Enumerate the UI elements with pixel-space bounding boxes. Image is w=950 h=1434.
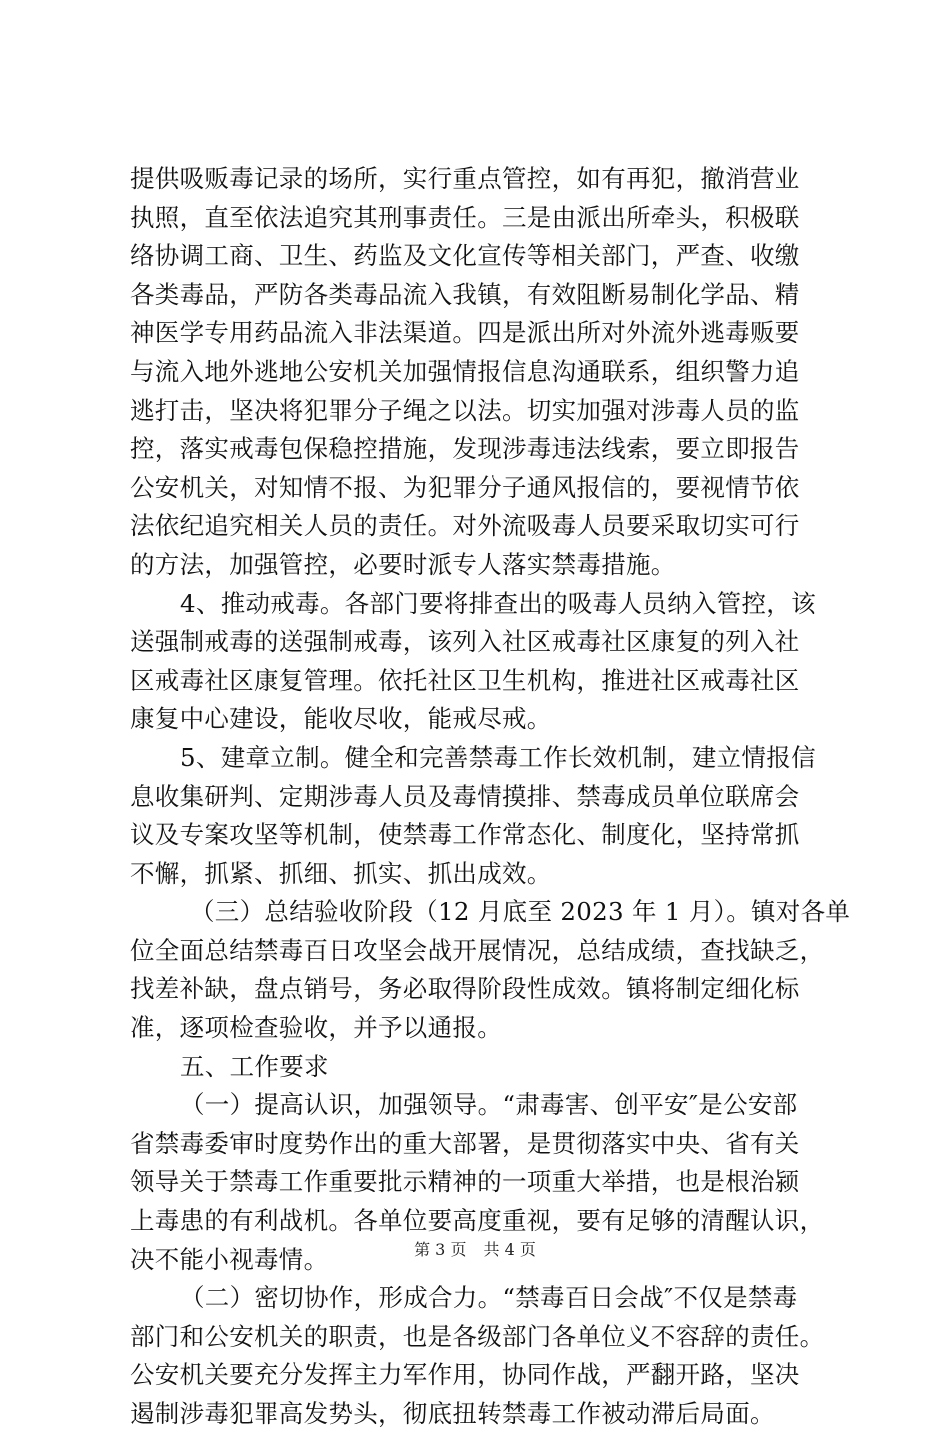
text-line: 准，逐项检查验收，并予以通报。 xyxy=(130,1013,502,1043)
text-line: 送强制戒毒的送强制戒毒，该列入社区戒毒社区康复的列入社 xyxy=(130,627,800,657)
text-line: 公安机关，对知情不报、为犯罪分子通风报信的，要视情节依 xyxy=(130,472,800,502)
paragraph-start-line: （三）总结验收阶段（12 月底至 2023 年 1 月）。镇对各单 xyxy=(190,897,851,927)
text-line: 络协调工商、卫生、药监及文化宣传等相关部门，严查、收缴 xyxy=(130,241,800,271)
section-heading: 五、工作要求 xyxy=(180,1051,329,1081)
text-line: 找差补缺，盘点销号，务必取得阶段性成效。镇将制定细化标 xyxy=(130,974,800,1004)
text-line: 与流入地外逃地公安机关加强情报信息沟通联系，组织警力追 xyxy=(130,356,800,386)
text-line: 省禁毒委审时度势作出的重大部署，是贯彻落实中央、省有关 xyxy=(130,1128,800,1158)
text-line: 不懈，抓紧、抓细、抓实、抓出成效。 xyxy=(130,858,552,888)
text-line: 议及专案攻坚等机制，使禁毒工作常态化、制度化，坚持常抓 xyxy=(130,820,800,850)
text-line: 部门和公安机关的职责，也是各级部门各单位义不容辞的责任。 xyxy=(130,1321,825,1351)
paragraph-start-line: 4、推动戒毒。各部门要将排查出的吸毒人员纳入管控，该 xyxy=(180,588,816,618)
text-line: 公安机关要充分发挥主力军作用，协同作战，严翻开路，坚决 xyxy=(130,1360,800,1390)
text-line: 各类毒品，严防各类毒品流入我镇，有效阻断易制化学品、精 xyxy=(130,279,800,309)
text-line: 提供吸贩毒记录的场所，实行重点管控，如有再犯，撤消营业 xyxy=(130,164,800,193)
text-line: 领导关于禁毒工作重要批示精神的一项重大举措，也是根治颍 xyxy=(130,1167,800,1197)
paragraph-start-line: （一）提高认识，加强领导。“肃毒害、创平安″是公安部 xyxy=(180,1090,798,1120)
paragraph-start-line: （二）密切协作，形成合力。“禁毒百日会战″不仅是禁毒 xyxy=(180,1283,798,1313)
text-line: 执照，直至依法追究其刑事责任。三是由派出所牵头，积极联 xyxy=(130,202,800,232)
text-line: 控，落实戒毒包保稳控措施，发现涉毒违法线索，要立即报告 xyxy=(130,434,800,464)
text-line: 法依纪追究相关人员的责任。对外流吸毒人员要采取切实可行 xyxy=(130,511,800,541)
text-line: 的方法，加强管控，必要时派专人落实禁毒措施。 xyxy=(130,549,676,579)
page-total: 共 4 页 xyxy=(483,1240,536,1259)
text-line: 遏制涉毒犯罪高发势头，彻底扭转禁毒工作被动滞后局面。 xyxy=(130,1399,775,1428)
text-line: 息收集研判、定期涉毒人员及毒情摸排、禁毒成员单位联席会 xyxy=(130,781,800,811)
paragraph-start-line: 5、建章立制。健全和完善禁毒工作长效机制，建立情报信 xyxy=(180,742,816,772)
page-number: 第 3 页 xyxy=(414,1240,467,1259)
page-footer xyxy=(0,1240,950,1260)
text-line: 区戒毒社区康复管理。依托社区卫生机构，推进社区戒毒社区 xyxy=(130,665,800,695)
text-line: 康复中心建设，能收尽收，能戒尽戒。 xyxy=(130,704,552,734)
text-line: 决不能小视毒情。 xyxy=(130,1244,329,1274)
text-line: 神医学专用药品流入非法渠道。四是派出所对外流外逃毒贩要 xyxy=(130,318,800,348)
text-line: 上毒患的有利战机。各单位要高度重视，要有足够的清醒认识， xyxy=(130,1206,825,1236)
text-line: 位全面总结禁毒百日攻坚会战开展情况，总结成绩，查找缺乏， xyxy=(130,935,825,965)
text-line: 逃打击，坚决将犯罪分子绳之以法。切实加强对涉毒人员的监 xyxy=(130,395,800,425)
